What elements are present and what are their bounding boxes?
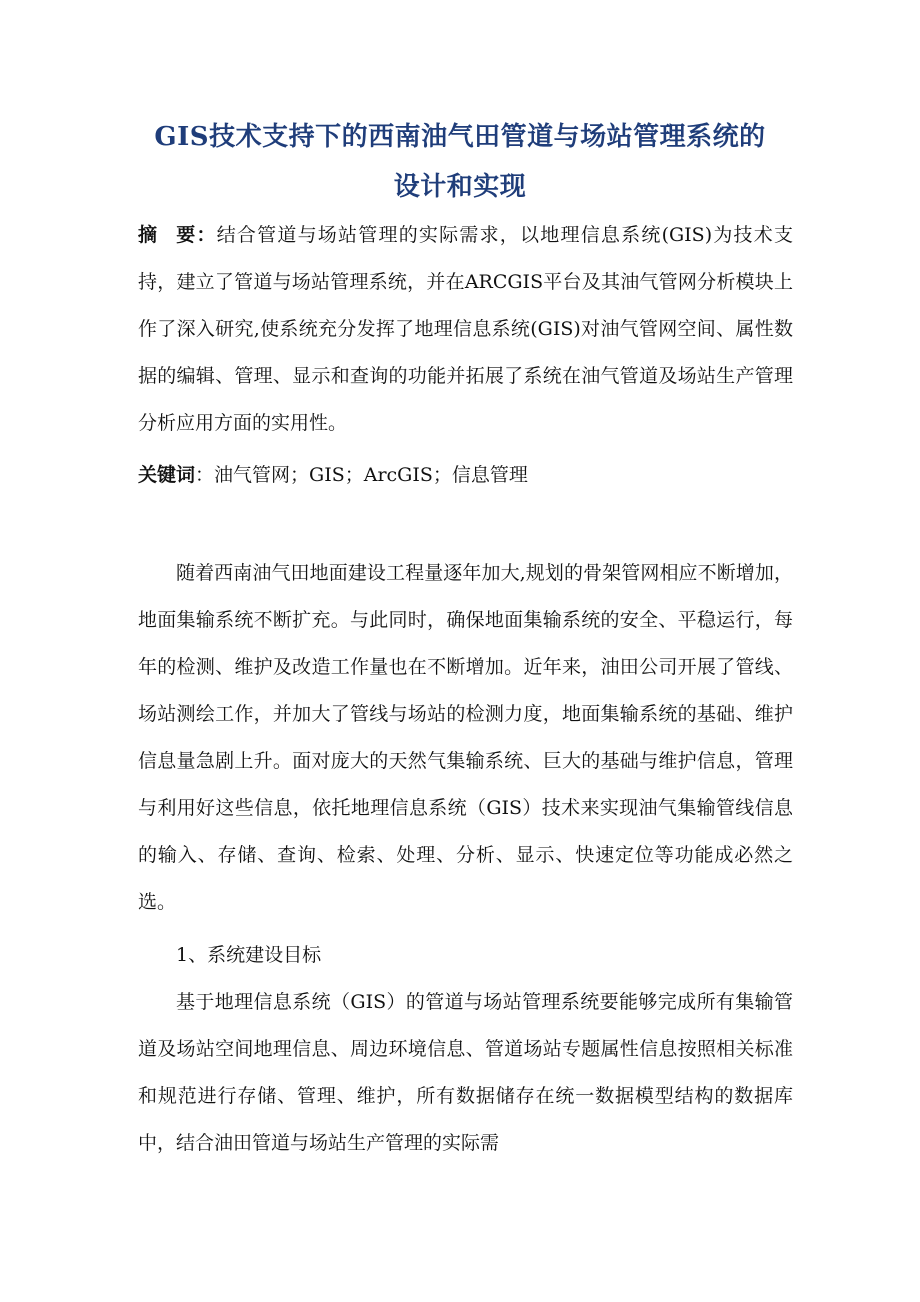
keywords-line (138, 452, 793, 499)
title-line-1: GIS技术支持下的西南油气田管道与场站管理系统的 (154, 122, 766, 152)
abstract-text: 结合管道与场站管理的实际需求，以地理信息系统(GIS)为技术支持，建立了管道与场站管理系统，并在ARCGIS平台及其油气管网分析模块上作了深入研究,使系统充分发挥了地理信息系统(GIS)对油气管网空间、属性数据的编辑、管理、显示和查询的功能并拓展了系统在油气管道及场站生产管理分析应用方面的实用性。 (138, 224, 793, 434)
abstract-paragraph (138, 212, 793, 447)
keywords-label: 关键词 (138, 464, 196, 486)
abstract-label-colon: ： (196, 224, 217, 246)
abstract-label (138, 224, 217, 246)
title-line-2: 设计和实现 (393, 172, 527, 202)
abstract-label-char-1: 摘 (138, 224, 177, 246)
keywords-colon: ： (195, 464, 215, 486)
section-heading-1: 1、系统建设目标 (176, 944, 322, 966)
keywords-text: 油气管网；GIS；ArcGIS；信息管理 (214, 464, 528, 486)
body-paragraph-1: 随着西南油气田地面建设工程量逐年加大,规划的骨架管网相应不断增加，地面集输系统不断扩充。与此同时，确保地面集输系统的安全、平稳运行，每年的检测、维护及改造工作量也在不断增加。近年来，油田公司开展了管线、场站测绘工作，并加大了管线与场站的检测力度，地面集输系统的基础、维护信息量急剧上升。面对庞大的天然气集输系统、巨大的基础与维护信息，管理与利用好这些信息，依托地理信息系统（GIS）技术来实现油气集输管线信息的输入、存储、查询、检索、处理、分析、显示、快速定位等功能成必然之选。 (138, 562, 793, 913)
abstract-label-char-2: 要 (176, 224, 197, 246)
body-paragraph-2: 基于地理信息系统（GIS）的管道与场站管理系统要能够完成所有集输管道及场站空间地理信息、周边环境信息、管道场站专题属性信息按照相关标准和规范进行存储、管理、维护，所有数据储存在统一数据模型结构的数据库中，结合油田管道与场站生产管理的实际需 (138, 991, 793, 1154)
